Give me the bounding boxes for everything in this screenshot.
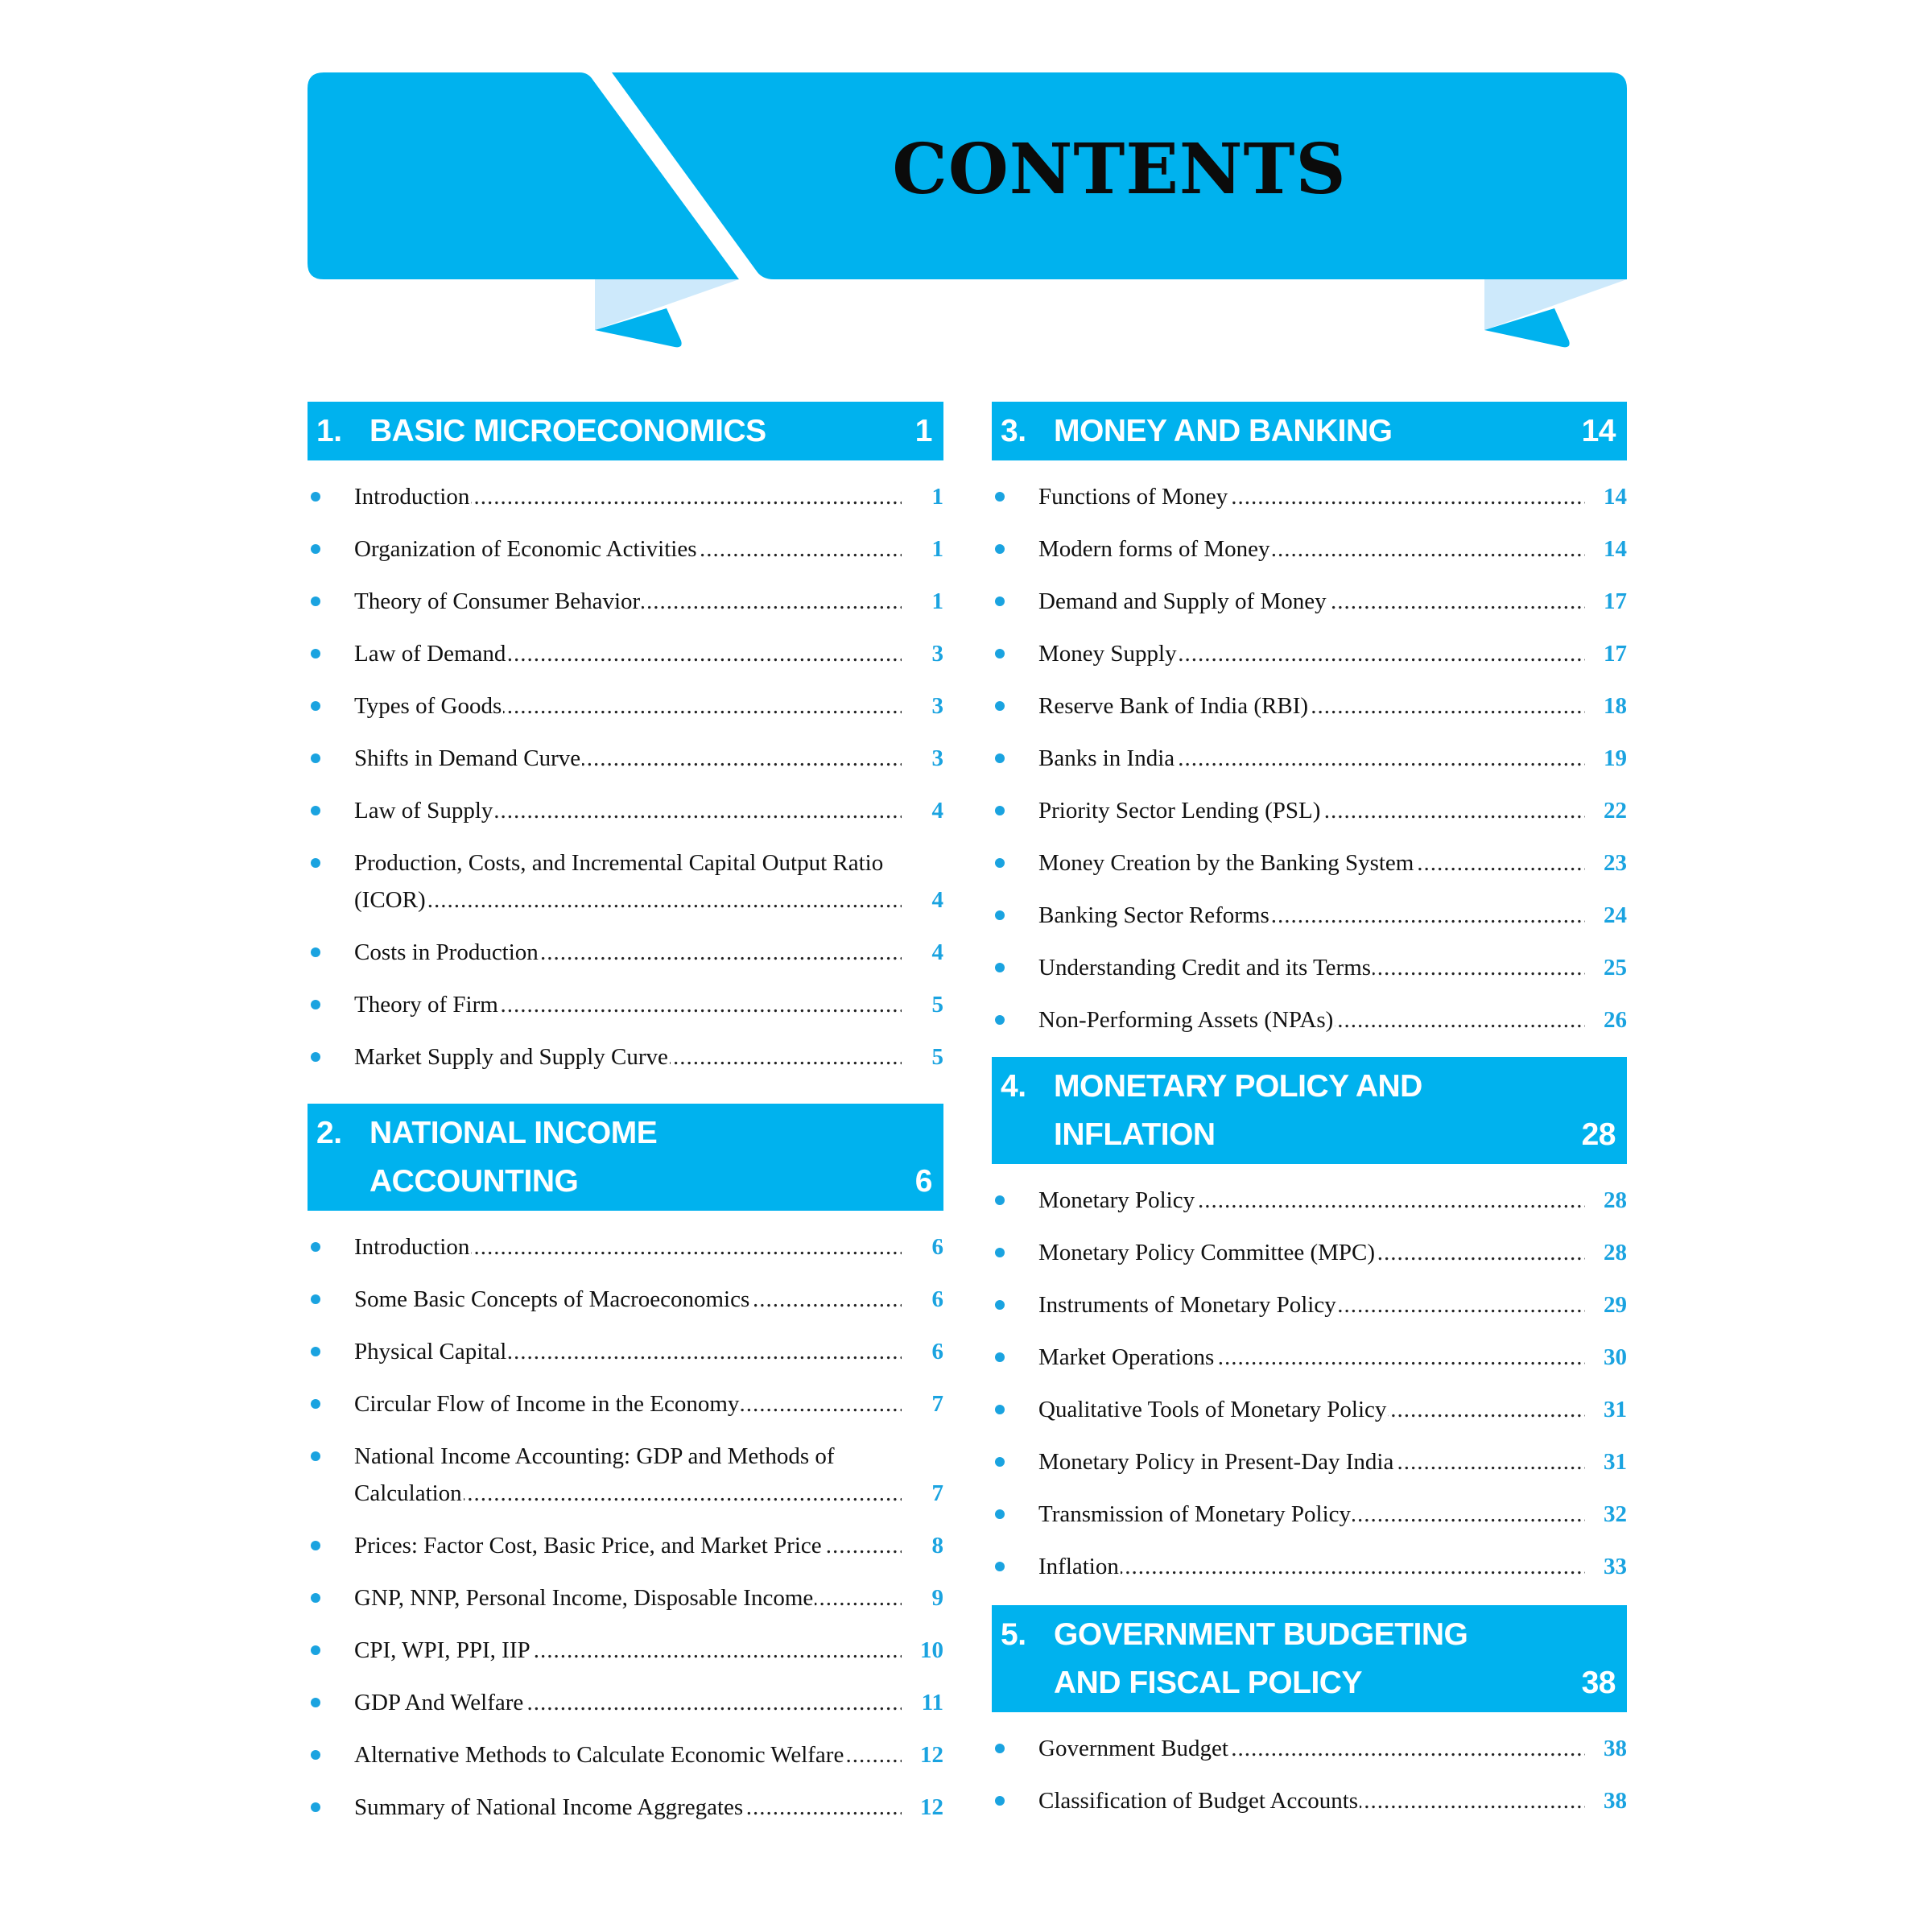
- bullet-icon: [311, 1052, 320, 1062]
- bullet-icon: [995, 1195, 1005, 1205]
- section-5: [992, 1605, 1627, 1835]
- section-header[interactable]: [992, 1057, 1627, 1164]
- bullet-icon: [311, 597, 320, 606]
- toc-entry-label: Physical Capital: [354, 1339, 507, 1364]
- toc-entry-label: Monetary Policy Committee (MPC): [1038, 1240, 1376, 1265]
- toc-entry-page: 31: [1600, 1443, 1627, 1480]
- page-title: CONTENTS: [892, 129, 1347, 210]
- bullet-icon: [995, 701, 1005, 711]
- toc-entry[interactable]: [992, 1782, 1627, 1819]
- bullet-icon: [311, 1645, 320, 1655]
- toc-entry-label: Non-Performing Assets (NPAs): [1038, 1007, 1334, 1033]
- bullet-icon: [995, 544, 1005, 554]
- toc-entry[interactable]: [308, 1789, 943, 1826]
- section-2: [308, 1104, 943, 1841]
- toc-entry-label: Demand and Supply of Money: [1038, 588, 1327, 614]
- bullet-icon: [311, 1000, 320, 1009]
- toc-entry[interactable]: [308, 1281, 943, 1318]
- toc-entry-page: 32: [1600, 1496, 1627, 1533]
- toc-entry-page: 6: [929, 1281, 944, 1318]
- section-entry-list: [992, 1730, 1627, 1819]
- bullet-icon: [311, 1242, 320, 1252]
- section-title: BASIC MICROECONOMICS: [369, 414, 766, 448]
- bullet-icon: [995, 1796, 1005, 1806]
- toc-entry-label: Law of Supply: [354, 798, 493, 824]
- section-entry-list: [992, 1182, 1627, 1585]
- toc-entry-label: Circular Flow of Income in the Economy: [354, 1391, 740, 1417]
- bullet-icon: [311, 806, 320, 815]
- toc-entry-page: 1: [929, 530, 944, 568]
- toc-entry[interactable]: [308, 478, 943, 515]
- section-title: MONEY AND BANKING: [1054, 414, 1393, 448]
- section-header[interactable]: [992, 402, 1627, 460]
- toc-entry[interactable]: [992, 1496, 1627, 1533]
- bullet-icon: [995, 806, 1005, 815]
- toc-entry-label: Market Operations: [1038, 1344, 1215, 1370]
- toc-entry-label: Inflation: [1038, 1554, 1119, 1579]
- bullet-icon: [995, 963, 1005, 972]
- bullet-icon: [995, 597, 1005, 606]
- bullet-icon: [995, 753, 1005, 763]
- toc-entry[interactable]: [992, 792, 1627, 829]
- toc-entry[interactable]: [992, 687, 1627, 724]
- toc-entry[interactable]: [308, 1527, 943, 1564]
- toc-entry[interactable]: [992, 1339, 1627, 1376]
- section-page-number: 14: [1581, 414, 1616, 448]
- toc-entry-page: 6: [929, 1333, 944, 1370]
- toc-entry-page: 1: [929, 478, 944, 515]
- toc-entry-label: Prices: Factor Cost, Basic Price, and Market Price: [354, 1533, 822, 1558]
- toc-entry-label: Types of Goods: [354, 693, 502, 719]
- toc-entry-page: 3: [929, 740, 944, 777]
- toc-entry-label: Introduction: [354, 1234, 470, 1260]
- toc-entry[interactable]: [308, 934, 943, 971]
- toc-entry-label: Reserve Bank of India (RBI): [1038, 693, 1309, 719]
- toc-entry-label: GDP And Welfare: [354, 1690, 524, 1715]
- section-entry-list: [992, 478, 1627, 1038]
- bullet-icon: [995, 1457, 1005, 1467]
- bullet-icon: [311, 544, 320, 554]
- toc-entry-label: Qualitative Tools of Monetary Policy: [1038, 1397, 1387, 1422]
- toc-entry[interactable]: [992, 1182, 1627, 1219]
- toc-entry-page: 28: [1600, 1234, 1627, 1271]
- section-number: 4.: [1001, 1069, 1026, 1104]
- bullet-icon: [995, 1509, 1005, 1519]
- toc-entry-page: 6: [929, 1228, 944, 1265]
- toc-entry-label: Introduction: [354, 484, 470, 510]
- toc-entry-page: 17: [1600, 635, 1627, 672]
- dot-leader: [354, 881, 902, 919]
- bullet-icon: [311, 1347, 320, 1356]
- section-3: [992, 402, 1627, 1054]
- toc-entry-label: Classification of Budget Accounts: [1038, 1788, 1359, 1814]
- bullet-icon: [311, 492, 320, 502]
- bullet-icon: [995, 1015, 1005, 1025]
- toc-entry-label: Costs in Production: [354, 939, 539, 965]
- toc-entry-page: 22: [1600, 792, 1627, 829]
- toc-entry[interactable]: [308, 530, 943, 568]
- toc-entry-label: Money Creation by the Banking System: [1038, 850, 1414, 876]
- section-number: 5.: [1001, 1617, 1026, 1652]
- toc-entry[interactable]: [992, 1234, 1627, 1271]
- toc-entry-page: 12: [917, 1736, 943, 1773]
- toc-entry-page: 24: [1600, 897, 1627, 934]
- toc-entry-label: Instruments of Monetary Policy: [1038, 1292, 1336, 1318]
- section-header[interactable]: [308, 402, 943, 460]
- toc-entry[interactable]: [992, 1391, 1627, 1428]
- toc-entry-label: Shifts in Demand Curve: [354, 745, 581, 771]
- toc-entry-page: 1: [929, 583, 944, 620]
- toc-entry-label: Monetary Policy: [1038, 1187, 1195, 1213]
- toc-entry-page: 3: [929, 687, 944, 724]
- toc-entry-page: 5: [929, 1038, 944, 1075]
- section-page-number: 28: [1581, 1117, 1616, 1152]
- toc-entry-page: 28: [1600, 1182, 1627, 1219]
- toc-entry-page: 30: [1600, 1339, 1627, 1376]
- bullet-icon: [311, 701, 320, 711]
- toc-entry-label: Money Supply: [1038, 641, 1177, 667]
- bullet-icon: [311, 1593, 320, 1603]
- bullet-icon: [995, 910, 1005, 920]
- toc-entry-page: 26: [1600, 1001, 1627, 1038]
- toc-entry-label: CPI, WPI, PPI, IIP: [354, 1637, 530, 1663]
- toc-entry-page: 17: [1600, 583, 1627, 620]
- toc-entry-label: Summary of National Income Aggregates: [354, 1794, 744, 1820]
- toc-entry-label: Theory of Consumer Behavior: [354, 588, 641, 614]
- toc-entry-page: 33: [1600, 1548, 1627, 1585]
- toc-entry[interactable]: [308, 687, 943, 724]
- toc-entry[interactable]: [992, 478, 1627, 515]
- bullet-icon: [311, 1399, 320, 1409]
- toc-entry[interactable]: [992, 1001, 1627, 1038]
- toc-entry-page: 7: [929, 1475, 944, 1512]
- section-4: [992, 1057, 1627, 1600]
- toc-entry[interactable]: [308, 740, 943, 777]
- toc-entry-label: Banks in India: [1038, 745, 1175, 771]
- toc-entry[interactable]: [308, 1385, 943, 1422]
- toc-entry-label: Market Supply and Supply Curve: [354, 1044, 668, 1070]
- toc-entry-label: Monetary Policy in Present-Day India: [1038, 1449, 1394, 1475]
- toc-entry[interactable]: [308, 844, 943, 919]
- bullet-icon: [311, 1541, 320, 1550]
- toc-entry-page: 12: [917, 1789, 943, 1826]
- toc-entry-label: National Income Accounting: GDP and Methods of Calculation: [354, 1443, 835, 1506]
- toc-entry[interactable]: [308, 1579, 943, 1616]
- section-entry-list: [308, 1228, 943, 1826]
- toc-entry-label: Law of Demand: [354, 641, 506, 667]
- toc-entry[interactable]: [992, 844, 1627, 881]
- toc-entry[interactable]: [992, 583, 1627, 620]
- toc-entry[interactable]: [992, 897, 1627, 934]
- toc-entry-page: 8: [929, 1527, 944, 1564]
- toc-entry[interactable]: [992, 635, 1627, 672]
- section-page-number: 1: [914, 414, 932, 448]
- section-number: 2.: [316, 1116, 342, 1150]
- toc-entry-page: 38: [1600, 1730, 1627, 1767]
- bullet-icon: [311, 1750, 320, 1760]
- toc-entry-page: 5: [929, 986, 944, 1023]
- toc-entry[interactable]: [308, 1333, 943, 1370]
- bullet-icon: [311, 649, 320, 658]
- bullet-icon: [995, 1300, 1005, 1310]
- toc-entry-page: 23: [1600, 844, 1627, 881]
- section-number: 1.: [316, 414, 342, 448]
- section-title: NATIONAL INCOME ACCOUNTING: [369, 1116, 658, 1199]
- section-title: MONETARY POLICY AND INFLATION: [1054, 1069, 1422, 1152]
- toc-entry-page: 4: [929, 792, 944, 829]
- bullet-icon: [311, 1294, 320, 1304]
- bullet-icon: [311, 1451, 320, 1461]
- toc-entry[interactable]: [992, 949, 1627, 986]
- toc-entry[interactable]: [308, 1736, 943, 1773]
- toc-entry-page: 19: [1600, 740, 1627, 777]
- section-header[interactable]: [308, 1104, 943, 1211]
- toc-entry-page: 38: [1600, 1782, 1627, 1819]
- toc-entry-label: GNP, NNP, Personal Income, Disposable Income: [354, 1585, 814, 1611]
- toc-entry-page: 14: [1600, 530, 1627, 568]
- toc-entry-page: 29: [1600, 1286, 1627, 1323]
- toc-entry[interactable]: [308, 986, 943, 1023]
- toc-entry-page: 14: [1600, 478, 1627, 515]
- toc-entry[interactable]: [992, 1286, 1627, 1323]
- toc-entry[interactable]: [308, 635, 943, 672]
- toc-entry-label: Theory of Firm: [354, 992, 498, 1018]
- toc-entry[interactable]: [308, 792, 943, 829]
- bullet-icon: [311, 947, 320, 957]
- toc-entry-label: Production, Costs, and Incremental Capital Output Ratio (ICOR): [354, 850, 884, 913]
- bullet-icon: [995, 1744, 1005, 1753]
- section-header[interactable]: [992, 1605, 1627, 1712]
- toc-entry-page: 9: [929, 1579, 944, 1616]
- toc-entry-page: 25: [1600, 949, 1627, 986]
- toc-entry[interactable]: [992, 740, 1627, 777]
- bullet-icon: [995, 492, 1005, 502]
- section-number: 3.: [1001, 414, 1026, 448]
- toc-entry[interactable]: [992, 1443, 1627, 1480]
- bullet-icon: [995, 1405, 1005, 1414]
- toc-entry[interactable]: [308, 1438, 943, 1512]
- toc-entry-page: 31: [1600, 1391, 1627, 1428]
- toc-entry[interactable]: [308, 1228, 943, 1265]
- toc-entry-label: Functions of Money: [1038, 484, 1228, 510]
- toc-entry-label: Understanding Credit and its Terms: [1038, 955, 1372, 980]
- bullet-icon: [995, 1562, 1005, 1571]
- toc-entry-label: Modern forms of Money: [1038, 536, 1270, 562]
- toc-entry-page: 7: [929, 1385, 944, 1422]
- toc-entry[interactable]: [308, 1684, 943, 1721]
- section-1: [308, 402, 943, 1091]
- toc-entry[interactable]: [308, 1038, 943, 1075]
- bullet-icon: [995, 1248, 1005, 1257]
- toc-entry[interactable]: [992, 1548, 1627, 1585]
- bullet-icon: [995, 858, 1005, 868]
- toc-entry[interactable]: [308, 1632, 943, 1669]
- toc-entry-label: Alternative Methods to Calculate Economic Welfare: [354, 1742, 844, 1768]
- toc-entry-label: Priority Sector Lending (PSL): [1038, 798, 1321, 824]
- section-page-number: 6: [914, 1164, 932, 1199]
- toc-entry-label: Government Budget: [1038, 1736, 1228, 1761]
- bullet-icon: [311, 753, 320, 763]
- toc-entry-page: 18: [1600, 687, 1627, 724]
- section-title: GOVERNMENT BUDGETING AND FISCAL POLICY: [1054, 1617, 1468, 1700]
- toc-entry[interactable]: [992, 530, 1627, 568]
- toc-entry-page: 4: [929, 881, 944, 919]
- bullet-icon: [995, 649, 1005, 658]
- toc-entry-label: Banking Sector Reforms: [1038, 902, 1269, 928]
- toc-entry-label: Some Basic Concepts of Macroeconomics: [354, 1286, 750, 1312]
- toc-entry-page: 3: [929, 635, 944, 672]
- bullet-icon: [995, 1352, 1005, 1362]
- toc-entry-page: 4: [929, 934, 944, 971]
- section-page-number: 38: [1581, 1666, 1616, 1700]
- bullet-icon: [311, 1802, 320, 1812]
- toc-entry-label: Organization of Economic Activities: [354, 536, 697, 562]
- toc-entry-page: 10: [917, 1632, 943, 1669]
- toc-entry[interactable]: [308, 583, 943, 620]
- section-entry-list: [308, 478, 943, 1075]
- toc-entry-page: 11: [919, 1684, 943, 1721]
- bullet-icon: [311, 858, 320, 868]
- toc-entry-label: Transmission of Monetary Policy: [1038, 1501, 1352, 1527]
- bullet-icon: [311, 1698, 320, 1707]
- toc-entry[interactable]: [992, 1730, 1627, 1767]
